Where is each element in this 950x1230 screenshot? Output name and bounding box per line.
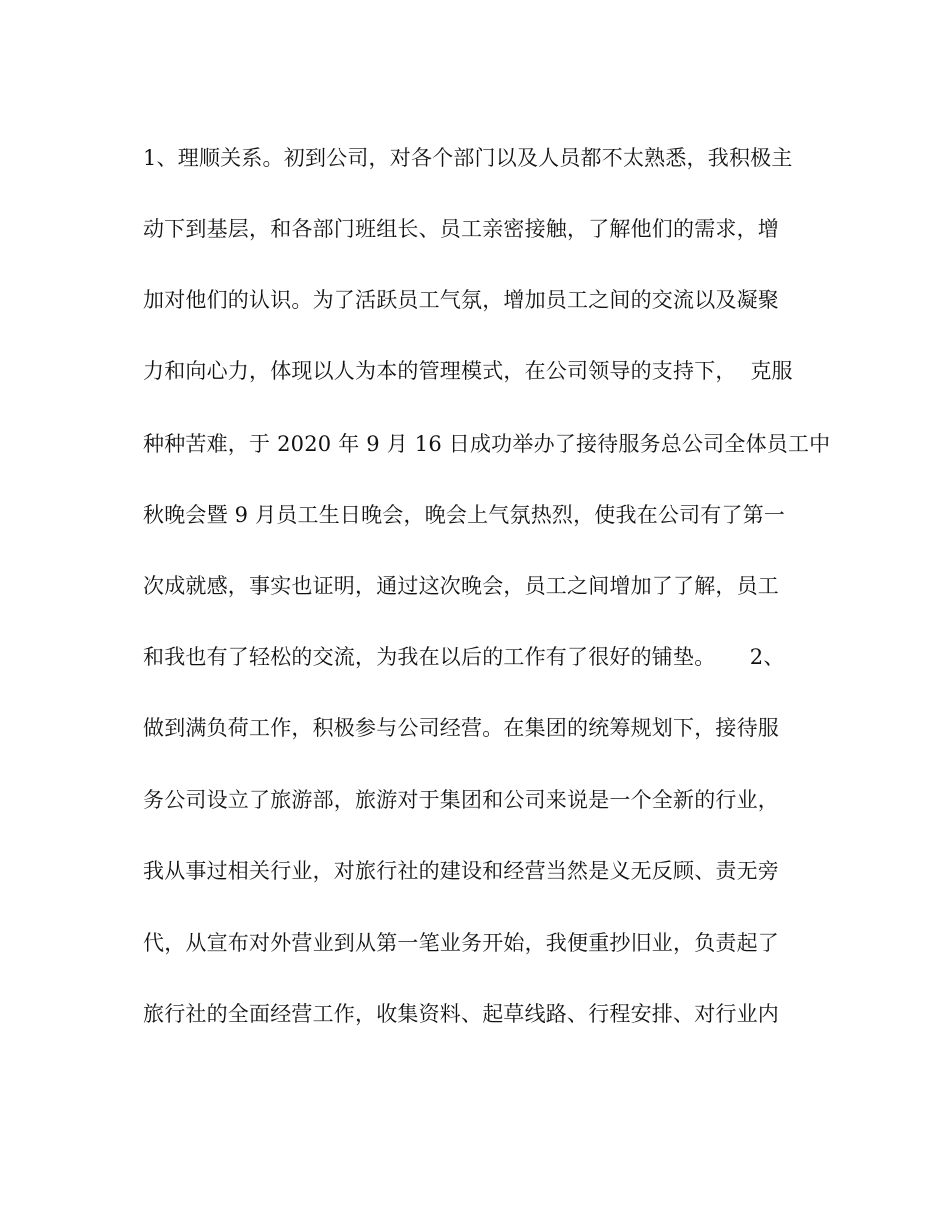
paragraph-line-1: 1、理顺关系。初到公司，对各个部门以及人员都不太熟悉，我积极主 <box>143 146 793 170</box>
paragraph-line-2: 动下到基层，和各部门班组长、员工亲密接触，了解他们的需求，增 <box>143 217 779 241</box>
paragraph-line-10: 务公司设立了旅游部，旅游对于集团和公司来说是一个全新的行业， <box>143 788 779 812</box>
paragraph-line-12: 代，从宣布对外营业到从第一笔业务开始，我便重抄旧业，负责起了 <box>143 931 779 955</box>
paragraph-line-7: 次成就感，事实也证明，通过这次晚会，员工之间增加了了解，员工 <box>143 574 779 598</box>
paragraph-line-9: 做到满负荷工作，积极参与公司经营。在集团的统筹规划下，接待服 <box>143 716 779 740</box>
paragraph-line-5: 种种苦难，于 2020 年 9 月 16 日成功举办了接待服务总公司全体员工中 <box>143 432 831 456</box>
paragraph-line-11: 我从事过相关行业，对旅行社的建设和经营当然是义无反顾、责无旁 <box>143 859 779 883</box>
paragraph-line-8: 和我也有了轻松的交流，为我在以后的工作有了很好的铺垫。 2、 <box>143 645 785 669</box>
paragraph-line-4: 力和向心力，体现以人为本的管理模式，在公司领导的支持下， 克服 <box>143 359 793 383</box>
paragraph-line-3: 加对他们的认识。为了活跃员工气氛，增加员工之间的交流以及凝聚 <box>143 288 779 312</box>
paragraph-line-6: 秋晚会暨 9 月员工生日晚会，晚会上气氛热烈，使我在公司有了第一 <box>143 503 786 527</box>
paragraph-line-13: 旅行社的全面经营工作，收集资料、起草线路、行程安排、对行业内 <box>143 1002 779 1026</box>
